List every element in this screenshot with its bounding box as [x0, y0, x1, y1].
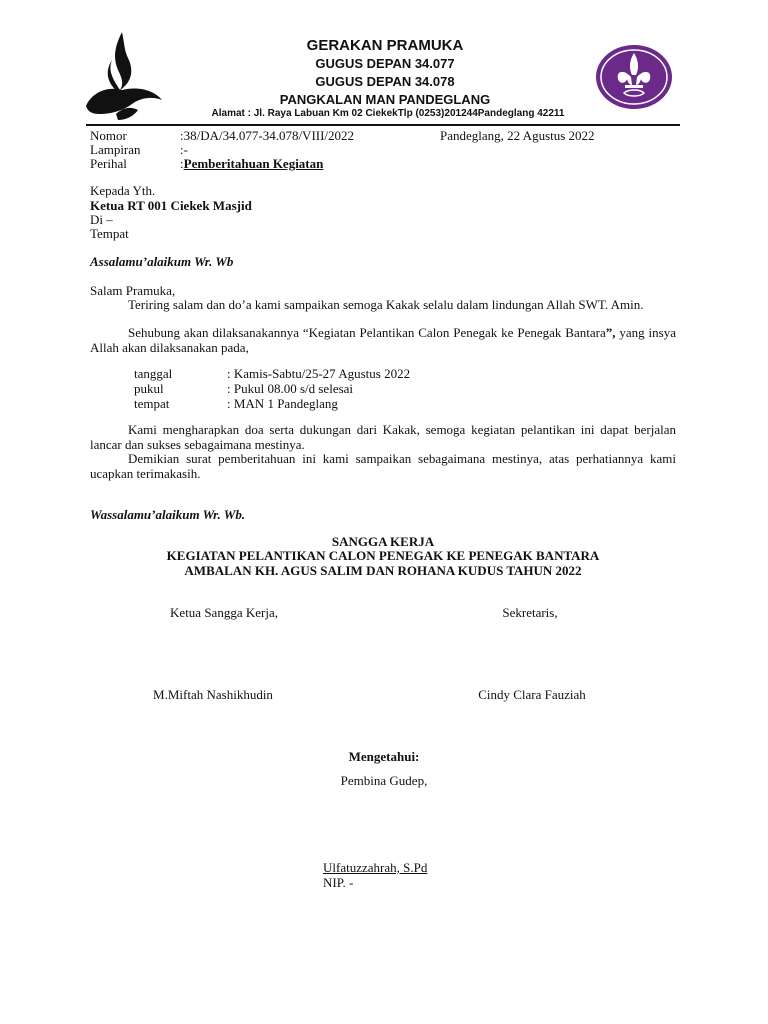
- detail-value: : MAN 1 Pandeglang: [227, 396, 338, 411]
- place-date: Pandeglang, 22 Agustus 2022: [440, 128, 595, 143]
- paragraph-3: Kami mengharapkan doa serta dukungan dari Kakak, semoga kegiatan pelantikan ini dapat berjalan lancar dan sukses sebagaimana mestinya.: [90, 422, 676, 452]
- detail-value: : Pukul 08.00 s/d selesai: [227, 381, 354, 396]
- knowing-label: Mengetahui:: [348, 749, 420, 764]
- right-signature-name: Cindy Clara Fauziah: [478, 687, 586, 702]
- greeting: Assalamu’alaikum Wr. Wb: [90, 254, 234, 269]
- closing: Wassalamu’alaikum Wr. Wb.: [90, 507, 246, 522]
- letterhead-unit-1: GUGUS DEPAN 34.077: [315, 56, 455, 71]
- detail-row: [134, 396, 338, 411]
- letterhead-unit-2: GUGUS DEPAN 34.078: [315, 74, 455, 89]
- committee-line-1: SANGGA KERJA: [331, 534, 435, 549]
- letterhead-divider: [86, 124, 680, 126]
- tunas-kelapa-icon: [82, 30, 164, 122]
- nomor-label: Nomor: [90, 128, 127, 143]
- nomor-value: :38/DA/34.077-34.078/VIII/2022: [180, 128, 355, 143]
- recipient-line-1: Kepada Yth.: [90, 183, 156, 198]
- scout-emblem-icon: [594, 43, 674, 111]
- recipient-line-4: Tempat: [90, 226, 129, 241]
- detail-label: pukul: [134, 381, 164, 396]
- detail-row: [134, 366, 410, 381]
- committee-line-2: KEGIATAN PELANTIKAN CALON PENEGAK KE PENEGAK BANTARA: [166, 548, 600, 563]
- letterhead-org: GERAKAN PRAMUKA: [306, 37, 464, 54]
- detail-label: tanggal: [134, 366, 173, 381]
- recipient-line-3: Di –: [90, 212, 113, 227]
- committee-line-3: AMBALAN KH. AGUS SALIM DAN ROHANA KUDUS TAHUN 2022: [184, 563, 582, 578]
- paragraph-4: Demikian surat pemberitahuan ini kami sampaikan sebagaimana mestinya, atas perhatiannya kami ucapkan terimakasih.: [90, 451, 676, 481]
- letterhead-base: PANGKALAN MAN PANDEGLANG: [279, 92, 491, 107]
- mentor-title: Pembina Gudep,: [340, 773, 428, 788]
- paragraph-1: Teriring salam dan do’a kami sampaikan semoga Kakak selalu dalam lindungan Allah SWT. Amin.: [128, 297, 644, 312]
- recipient-name: Ketua RT 001 Ciekek Masjid: [90, 198, 252, 213]
- perihal-label: Perihal: [90, 156, 127, 171]
- perihal-colon: :: [180, 156, 184, 171]
- paragraph-2: [90, 325, 676, 355]
- lampiran-value: :-: [180, 142, 188, 157]
- mentor-nip: NIP. -: [323, 875, 354, 890]
- detail-label: tempat: [134, 396, 170, 411]
- detail-value: : Kamis-Sabtu/25-27 Agustus 2022: [227, 366, 411, 381]
- paragraph-2-quote: ”,: [605, 325, 616, 340]
- paragraph-2-start: Sehubung akan dilaksanakannya “Kegiatan Pelantikan Calon Penegak ke Penegak Bantara: [128, 325, 606, 340]
- perihal-row: [180, 156, 323, 171]
- paragraph-2-end: yang insya Allah akan dilaksanakan pada,: [90, 325, 676, 355]
- left-signature-name: M.Miftah Nashikhudin: [153, 687, 273, 702]
- letterhead-address: Alamat : Jl. Raya Labuan Km 02 CiekekTlp (0253)201244Pandeglang 42211: [211, 108, 565, 119]
- lampiran-label: Lampiran: [90, 142, 141, 157]
- mentor-name: Ulfatuzzahrah, S.Pd: [323, 860, 428, 875]
- salam: Salam Pramuka,: [90, 283, 176, 298]
- left-signature-title: Ketua Sangga Kerja,: [170, 605, 278, 620]
- right-signature-title: Sekretaris,: [502, 605, 558, 620]
- detail-row: [134, 381, 353, 396]
- perihal-value: Pemberitahuan Kegiatan: [183, 156, 324, 171]
